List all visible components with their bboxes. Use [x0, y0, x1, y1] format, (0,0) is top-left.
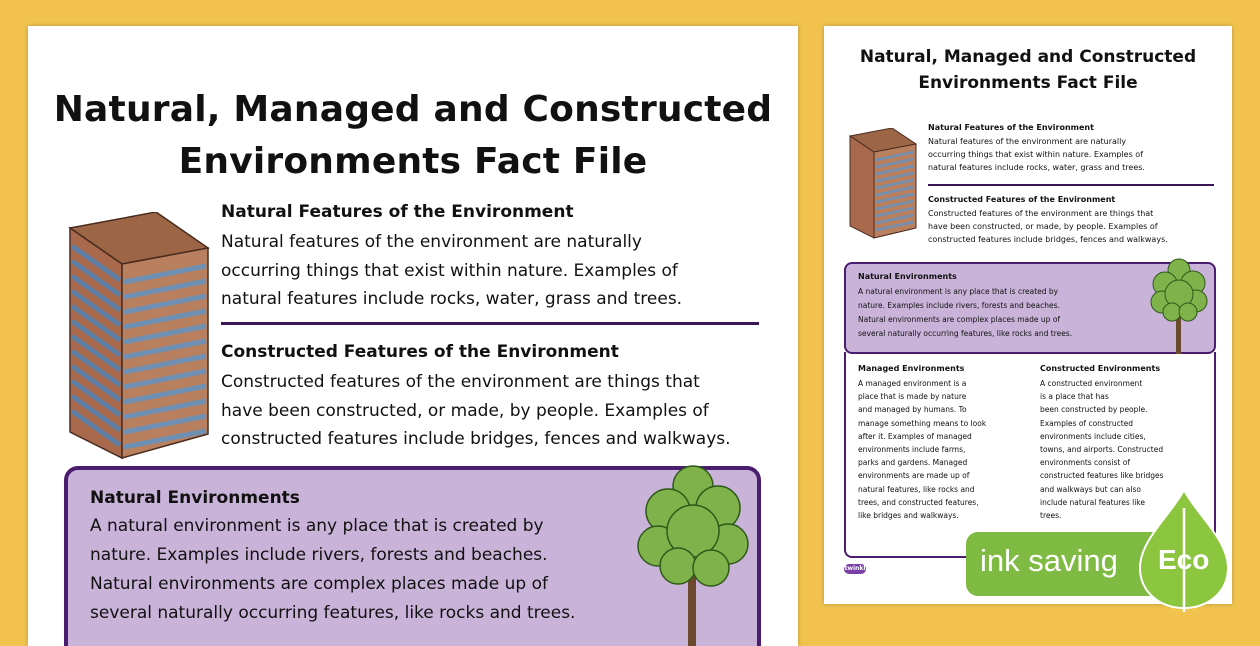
natural-environments-text: A natural environment is any place that is created by nature. Examples include rivers, forests and beaches. Natural environments are complex places made up of several naturally occurring features, like rocks and trees. — [90, 516, 576, 623]
main-fact-sheet — [28, 26, 798, 646]
natural-features-text: Natural features of the environment are naturally occurring things that exist within nature. Examples of natural features include rocks, water, grass and trees. — [221, 232, 683, 309]
preview-constructed-environments: Constructed Environments A constructed environment is a place that has been constructed by people. Examples of constructed environments include cities, towns, and airports. Constructed environments consist of constructed features like bridges and walkways but can also include natural features like trees. — [1040, 364, 1164, 521]
tree-illustration — [633, 456, 753, 646]
preview-managed-environments: Managed Environments A managed environment is a place that is made by nature and managed by humans. To manage something means to look after it. Examples of managed environments include farms, parks and gardens. Managed environments are made up of natural features, like rocks and trees, and constructed features, like bridges and walkways. — [858, 364, 987, 521]
preview-tower-block-illustration — [848, 128, 918, 240]
constructed-features-heading: Constructed Features of the Environment — [221, 342, 619, 362]
tower-block-illustration — [64, 212, 214, 462]
eco-label: Eco — [1158, 544, 1210, 575]
natural-features-section — [221, 200, 771, 314]
preview-title: Natural, Managed and Constructed Environments Fact File — [859, 47, 1197, 93]
page-title: Natural, Managed and Constructed Environments Fact File — [53, 89, 773, 182]
preview-section-divider — [928, 184, 1214, 186]
ink-saving-label: ink saving — [980, 543, 1118, 578]
preview-tree-illustration — [1148, 254, 1210, 354]
preview-natural-features-section: Natural Features of the Environment Natural features of the environment are naturally occurring things that exist within nature. Examples of natural features include rocks, water, grass and trees. — [928, 123, 1145, 172]
natural-features-heading: Natural Features of the Environment — [221, 202, 574, 222]
natural-environments-heading: Natural Environments — [90, 488, 300, 508]
section-divider — [221, 322, 759, 325]
preview-constructed-features-section: Constructed Features of the Environment Constructed features of the environment are things that have been constructed, or made, by people. Examples of constructed features include bridges, fences and walkways. — [928, 195, 1168, 244]
constructed-features-text: Constructed features of the environment are things that have been constructed, or made, by people. Examples of constructed features include bridges, fences and walkways. — [221, 372, 731, 449]
twinkl-logo: twinkl — [844, 565, 866, 572]
preview-natural-environments-box: Natural Environments A natural environment is any place that is created by nature. Examples include rivers, forests and beaches. Natural environments are complex places made up of several naturally occurring features, like rocks and trees. — [844, 262, 1216, 354]
constructed-features-section — [221, 340, 771, 454]
